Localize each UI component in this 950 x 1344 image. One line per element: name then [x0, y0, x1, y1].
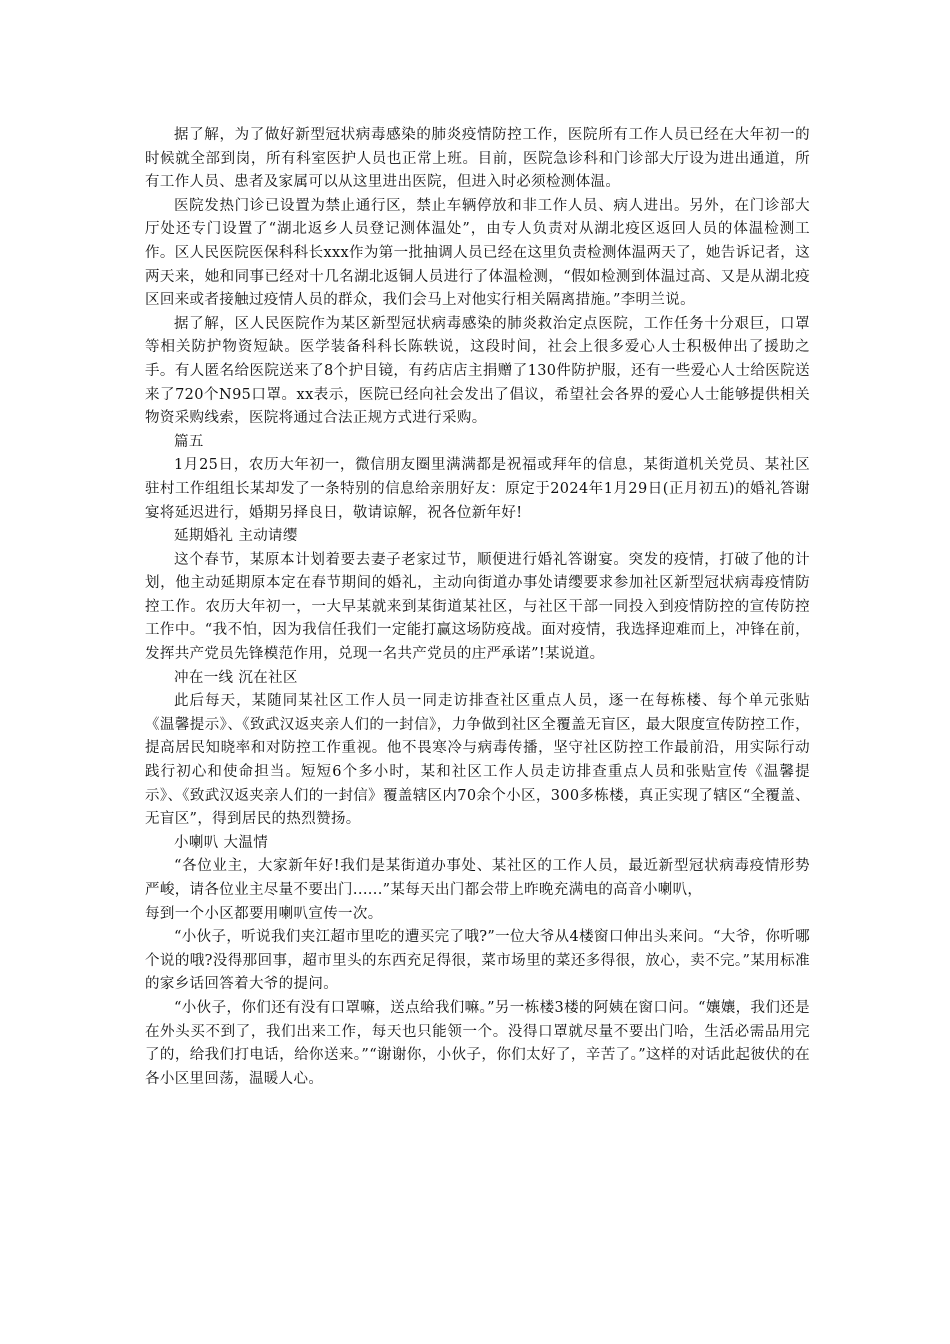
paragraph-community-work: 此后每天，某随同某社区工作人员一同走访排查社区重点人员，逐一在每栋楼、每个单元张贴《温馨提示》、《致武汉返夹亲人们的一封信》，力争做到社区全覆盖无盲区，最大限度宣传防控工作，提高居民知晓率和对防控工作重视。他不畏寒冷与病毒传播，坚守社区防控工作最前沿，用实际行动践行初心和使命担当。短短6个多小时，某和社区工作人员走访排查重点人员和张贴宣传《温馨提示》、《致武汉返夹亲人们的一封信》覆盖辖区内70余个小区，300多栋楼，真正实现了辖区“全覆盖、无盲区”，得到居民的热烈赞扬。: [145, 693, 810, 828]
paragraph-fever-clinic: 医院发热门诊已设置为禁止通行区，禁止车辆停放和非工作人员、病人进出。另外，在门诊部大厅处还专门设置了“湖北返乡人员登记测体温处”，由专人负责对从湖北疫区返回人员的体温检测工作。区人民医院医保科科长xxx作为第一批抽调人员已经在这里负责检测体温两天了，她告诉记者，这两天来，她和同事已经对十几名湖北返铜人员进行了体温检测，“假如检测到体温过高、又是从湖北疫区回来或者接触过疫情人员的群众，我们会马上对他实行相关隔离措施。”李明兰说。: [145, 197, 810, 309]
subheading-frontline: 冲在一线 沉在社区: [174, 669, 298, 686]
paragraph-hospital-staff: 据了解，为了做好新型冠状病毒感染的肺炎疫情防控工作，医院所有工作人员已经在大年初一的时候就全部到岗，所有科室医护人员也正常上班。目前，医院急诊科和门诊部大厅设为进出通道，所有工作人员、患者及家属可以从这里进出医院，但进入时必须检测体温。: [145, 127, 810, 191]
paragraph-donations: 据了解，区人民医院作为某区新型冠状病毒感染的肺炎救治定点医院，工作任务十分艰巨，口罩等相关防护物资短缺。医学装备科科长陈轶说，这段时间，社会上很多爱心人士积极伸出了援助之手。有人匿名给医院送来了8个护目镜，有药店店主捐赠了130件防护服，还有一些爱心人士给医院送来了720个N95口罩。xx表示，医院已经向社会发出了倡议，希望社会各界的爱心人士能够提供相关物资采购线索，医院将通过合法正规方式进行采购。: [145, 315, 810, 427]
paragraph-dialogue-auntie: “小伙子，你们还有没有口罩嘛，送点给我们嘛。”另一栋楼3楼的阿姨在窗口问。“孃孃，我们还是在外头买不到了，我们出来工作，每天也只能领一个。没得口罩就尽量不要出门哈，生活必需品用完了的，给我们打电话，给你送来。”“谢谢你，小伙子，你们太好了，辛苦了。”这样的对话此起彼伏的在各小区里回荡，温暖人心。: [145, 999, 810, 1087]
paragraph-dialogue-uncle: “小伙子，听说我们夹江超市里吃的遭买完了哦?”一位大爷从4楼窗口伸出头来问。“大爷，你听哪个说的哦?没得那回事，超市里头的东西充足得很，菜市场里的菜还多得很，放心，卖不完。”某用标准的家乡话回答着大爷的提问。: [145, 929, 810, 993]
paragraph-loudspeaker: “各位业主，大家新年好!我们是某街道办事处、某社区的工作人员，最近新型冠状病毒疫情形势严峻，请各位业主尽量不要出门......”某每天出门都会带上昨晚充满电的高音小喇叭， 每到一个小区都要用喇叭宣传一次。: [145, 858, 810, 922]
subheading-loudspeaker: 小喇叭 大温情: [174, 834, 269, 851]
document-body: [145, 124, 810, 1091]
paragraph-volunteer: 这个春节，某原本计划着要去妻子老家过节，顺便进行婚礼答谢宴。突发的疫情，打破了他的计划，他主动延期原本定在春节期间的婚礼，主动向街道办事处请缨要求参加社区新型冠状病毒疫情防控工作。农历大年初一，一大早某就来到某街道某社区，与社区干部一同投入到疫情防控的宣传防控工作中。“我不怕，因为我信任我们一定能打赢这场防疫战。面对疫情，我选择迎难而上，冲锋在前，发挥共产党员先锋模范作用，兑现一名共产党员的庄严承诺”!某说道。: [145, 551, 810, 663]
section-heading-part-five: 篇五: [174, 433, 204, 450]
subheading-postpone-wedding: 延期婚礼 主动请缨: [174, 528, 298, 545]
paragraph-wedding-postponed: 1月25日，农历大年初一，微信朋友圈里满满都是祝福或拜年的信息，某街道机关党员、某社区驻村工作组组长某却发了一条特别的信息给亲朋好友：原定于2024年1月29日(正月初五)的婚礼答谢宴将延迟进行，婚期另择良日，敬请谅解，祝各位新年好!: [145, 457, 810, 521]
